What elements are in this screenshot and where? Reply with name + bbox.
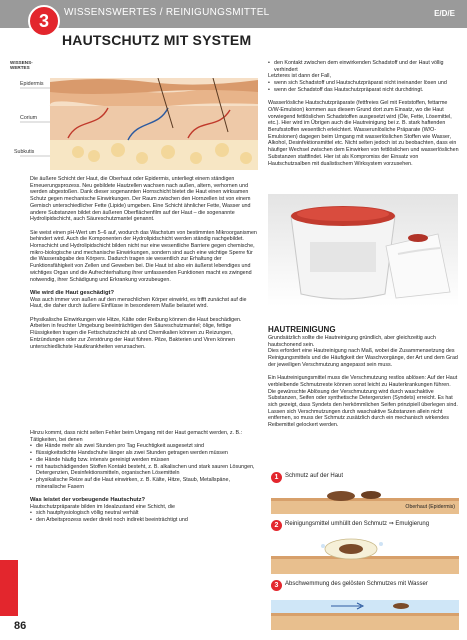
paragraph: Wasserlösliche Hautschutzpräparate (fettfreies Gel mit Feststoffen, fettarme O/W-Emulsion) kommen aus diesem Grund dort zum Einsatz, wo die Haut vorwiegend fettlöslichen Schadstoffen ausgesetzt wird (Öle, Fette, Lösemittel, etc.). Hier wird im Übrigen auch die Hautreinigung bei z. B. stark haftenden Berufsstoffen wesentlich erleichtert. Wasserunlösliche Präparate (W/O-Emulsionen) dagegen beim Umgang mit wasserlöslichen Stoffen wie Wasser, Alkohol, Desinfektionsmittel etc. Nicht selten jedoch ist zu beobachten, dass ein häufiger Wechsel zwischen dem Einwirken von fettlöslichen und wasserlöslichen Substanzen stattfindet. Hier ist als Kompromiss der Einsatz von Hautschutzsalben mit dualistischem Wirksystem vorzusehen. <box>268 100 459 167</box>
paragraph: Ein Hautreinigungsmittel muss die Verschmutzung restlos ablösen: Auf der Haut verbleibende Schmutzreste können sonst leicht zu Hauterkrankungen führen. Die gewünschte Ablösung der Verschmutzung wird durch waschaktive Substanzen, Seifen oder synthetische Detergenzien (Syndets) erreicht. Es hat sich gezeigt, dass Syndets den herkömmlichen Seifen prinzipiell überlegen sind. Lassen sich Verschmutzungen durch waschaktive Substanzen allein nicht entfernen, so muss der Schmutz zusätzlich durch ein mechanisch wirkendes Reibemittel gelockert werden. <box>268 375 458 429</box>
list-item: • wenn der Schadstoff das Hautschutzpräparat nicht durchdringt. <box>268 87 460 94</box>
product-photo <box>268 194 458 306</box>
bullet-list <box>268 80 460 93</box>
right-column-text-lower <box>268 325 460 436</box>
paragraph: Dies erfordert eine Hautreinigung nach Maß, wobei die Zusammensetzung des Reinigungsmittels und die Häufigkeit der Waschvorgänge, der Art und dem Grad der jeweiligen Verschmutzung angepasst sein muss. <box>268 348 458 368</box>
label-epidermis: Epidermis <box>20 81 44 87</box>
cleaning-steps-figure <box>271 472 459 630</box>
list-item: • den Arbeitsprozess weder direkt noch indirekt beeinträchtigt und <box>30 517 258 524</box>
step-text: Abschwemmung des gelösten Schmutzes mit Wasser <box>285 581 428 587</box>
label-corium: Corium <box>20 115 38 121</box>
paragraph: Hautschutzpräparate bilden im Idealzustand eine Schicht, die <box>30 503 175 510</box>
bullet-list <box>30 510 258 523</box>
page-title: HAUTSCHUTZ MIT SYSTEM <box>62 32 252 48</box>
step-number: 3 <box>271 580 282 591</box>
emulsion-illustration <box>271 538 459 574</box>
chapter-number-badge: 3 <box>28 5 60 37</box>
label-subkutis: Subkutis <box>14 149 35 155</box>
paragraph: Was auch immer von außen auf den menschlichen Körper einwirkt, es trifft zunächst auf die Haut, die daher durch äußere Einflüsse in besonderem Maße belastet wird. <box>30 296 247 310</box>
list-item: • flüssigkeitsdichte Handschuhe länger als zwei Stunden getragen werden müssen <box>30 450 258 457</box>
badge-line-1: WISSENS- <box>10 60 33 65</box>
list-item: • physikalische Reize auf die Haut einwirken, z. B. Kälte, Hitze, Staub, Metallspäne, mineralische Fasern <box>30 477 258 490</box>
step-number: 1 <box>271 472 282 483</box>
skin-label: Oberhaut (Epidermis) <box>405 504 455 510</box>
paragraph: Die äußere Schicht der Haut, die Oberhaut oder Epidermis, unterliegt einem ständigen Erneuerungsprozess. Neu gebildete Hautzellen wachsen nach außen, altern, verhornen und werden abgestoßen. Dank dieser sogenannten Hornschicht bietet die Haut einen wirksamen Schutz gegen mechanische Einwirkungen. Der Raum zwischen den Hornzellen ist von einem Gemisch unterschiedlicher Fette (Lipide) umgeben. Eine Schicht ähnlicher Fette, Wasser und andere Substanzen bildet den äußeren Oberflächenfilm auf der Haut – die sogenannte Hydrolipidschicht, auch Säureschutzmantel genannt. <box>30 176 251 223</box>
left-column-text-lower <box>30 430 258 531</box>
list-item: • mit hautschädigenden Stoffen Kontakt besteht, z. B. alkalischen und stark sauren Lösungen, Detergenzien, Desinfektionsmitteln, organischen Lösemitteln <box>30 464 258 477</box>
edge-tag: E/D/E <box>434 9 455 18</box>
skin-cross-section-figure <box>8 78 258 170</box>
side-chapter-label: 3. Reinigungsmittel <box>11 564 17 608</box>
wissenswertes-badge <box>10 60 33 71</box>
subheading: Wie wird die Haut geschädigt? <box>30 289 115 296</box>
page-number: 86 <box>14 620 27 632</box>
list-item: • die Hände mehr als zwei Stunden pro Tag Feuchtigkeit ausgesetzt sind <box>30 443 258 450</box>
paragraph: Physikalische Einwirkungen wie Hitze, Kälte oder Reibung können die Haut beschädigen. Arbeiten in feuchter Umgebung beeinträchtigen den Säureschutzmantel; ölige, fettige Flüssigkeiten tragen die Fettschutzschicht ab und Chemikalien können zu Reizungen, Entzündungen oder zur Zerstörung der Haut führen. Pilze, Bakterien und Viren können unterschiedlichste Hautkrankheiten verursachen. <box>30 316 242 350</box>
bullet-list <box>30 443 258 490</box>
list-item: • wenn sich Schadstoff und Hautschutzpräparat nicht ineinander lösen und <box>268 80 460 87</box>
rinse-illustration <box>271 600 459 630</box>
list-item: • sich hautphysiologisch völlig neutral verhält <box>30 510 258 517</box>
step-text: Reinigungsmittel umhüllt den Schmutz ⇒ Emulgierung <box>285 521 430 527</box>
section-heading: HAUTREINIGUNG <box>268 325 336 334</box>
step-number: 2 <box>271 520 282 531</box>
paragraph: Hinzu kommt, dass nicht selten Fehler beim Umgang mit der Haut gemacht werden, z. B.: Tätigkeiten, bei denen <box>30 430 243 443</box>
paragraph: Grundsätzlich sollte die Hautreinigung gründlich, aber gleichzeitig auch hautschonend sein. <box>268 335 436 348</box>
chapter-title: WISSENSWERTES / REINIGUNGSMITTEL <box>64 7 270 18</box>
cleaning-bucket-icon <box>268 194 458 306</box>
step-text: Schmutz auf der Haut <box>285 473 344 479</box>
skin-illustration <box>8 78 258 170</box>
paragraph: Letzteres ist dann der Fall, <box>268 73 331 80</box>
bullet-list <box>268 60 460 73</box>
right-column-text <box>268 60 460 174</box>
list-item: • den Kontakt zwischen dem einwirkenden Schadstoff und der Haut völlig verhindert <box>268 60 460 73</box>
left-column-text <box>30 176 258 357</box>
subheading: Was leistet der vorbeugende Hautschutz? <box>30 497 146 504</box>
list-item: • die Hände häufig bzw. intensiv gereinigt werden müssen <box>30 457 258 464</box>
paragraph: Sie weist einen pH-Wert um 5–6 auf, wodurch das Wachstum von bestimmten Mikroorganismen behindert wird. Auch die Komponenten der Hydrolipidschicht werden ständig nachgebildet. Hornschicht und Hydrolipidschicht bilden nicht nur eine wesentliche Barriere gegen chemische, mikro-biologische und mechanische Einwirkungen, sondern sind auch eine wichtige Sperre für die Wasserabgabe des Körpers. Dadurch tragen sie wesentlich zur Erhaltung der Funktionsfähigkeit von Zellen und Geweben bei. Die Haut ist also ein äußerst lebendiges und wichtiges Organ und die Aufrechterhaltung ihrer umfassenden Funktionen macht es zwingend notwendig, ihrer Schädigung und Erkrankung vorzubeugen. <box>30 229 257 283</box>
badge-line-2: WERTES <box>10 65 30 71</box>
